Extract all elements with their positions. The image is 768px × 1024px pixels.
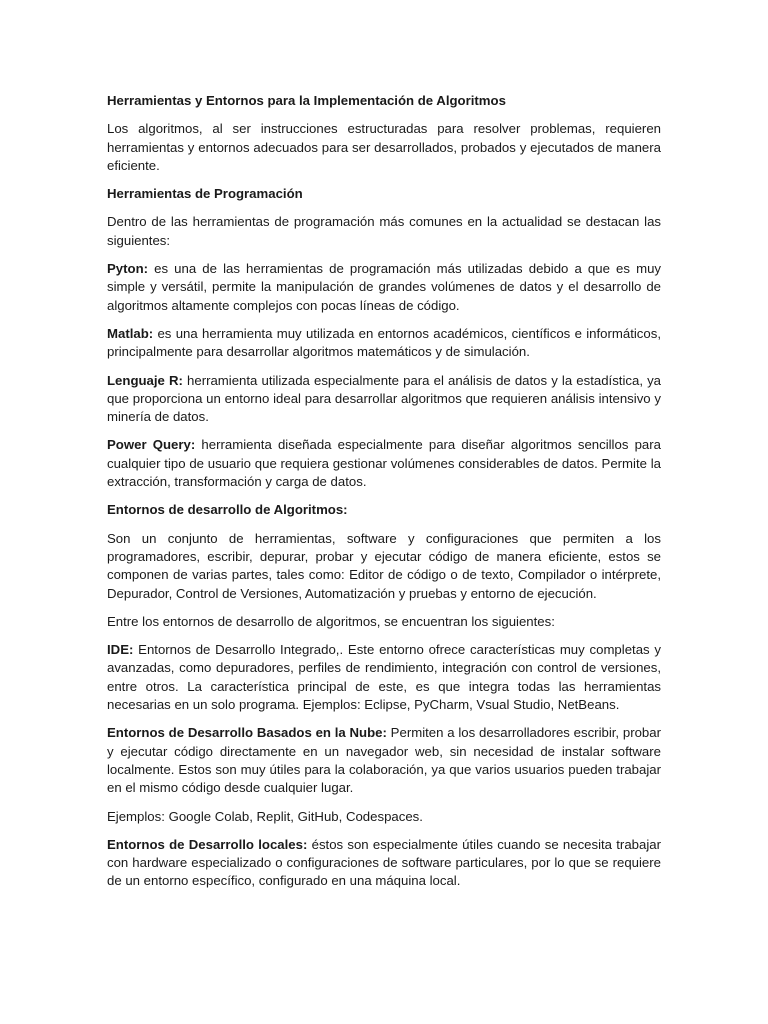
- tool-term: Pyton:: [107, 261, 149, 277]
- document-title: Herramientas y Entornos para la Implementación de Algoritmos: [107, 93, 506, 108]
- environments-list-intro: Entre los entornos de desarrollo de algoritmos, se encuentran los siguientes:: [107, 613, 555, 629]
- environment-term: Entornos de Desarrollo locales:: [107, 836, 308, 852]
- document-page: [107, 92, 661, 901]
- tool-description: es una de las herramientas de programación más utilizadas debido a que es muy simple y versátil, permite la manipulación de grandes volúmenes de datos y el desarrollo de algoritmos altamente complejos con pocas líneas de código.: [107, 261, 661, 313]
- section-heading-environments: Entornos de desarrollo de Algoritmos:: [107, 502, 348, 518]
- tool-description: herramienta utilizada especialmente para el análisis de datos y la estadística, ya que proporciona un entorno ideal para desarrollar algoritmos que requieren análisis intensivo y minería de datos.: [107, 372, 662, 425]
- section-heading-tools: Herramientas de Programación: [107, 186, 303, 202]
- environment-description: éstos son especialmente útiles cuando se necesita trabajar con hardware especializado o configuraciones de software particulares, por lo que se requiere de un entorno específico, configurado en una máquina local.: [107, 836, 661, 889]
- tool-term: Power Query:: [107, 437, 196, 453]
- environments-intro-paragraph: Son un conjunto de herramientas, software y configuraciones que permiten a los programadores, escribir, depurar, probar y ejecutar código de manera eficiente, estos se componen de varias partes, tales como: Editor de código o de texto, Compilador o intérprete, Depurador, Control de Versiones, Automatización y pruebas y entorno de ejecución.: [107, 530, 661, 601]
- environment-item-cloud: [107, 724, 661, 797]
- tool-description: es una herramienta muy utilizada en entornos académicos, científicos e informáticos, principalmente para desarrollar algoritmos matemáticos y de simulación.: [107, 325, 661, 360]
- environment-item-ide: [107, 641, 661, 714]
- intro-paragraph: Los algoritmos, al ser instrucciones estructuradas para resolver problemas, requieren herramientas y entornos adecuados para ser desarrollados, probados y ejecutados de manera eficiente.: [107, 121, 661, 173]
- tool-term: Lenguaje R:: [107, 372, 183, 388]
- tool-item-pyton: [107, 260, 661, 315]
- environment-description: Entornos de Desarrollo Integrado,. Este entorno ofrece características muy completas y avanzadas, como depuradores, perfiles de rendimiento, integración con control de versiones, entre otros. La característica principal de este, es que integra todas las herramientas necesarias en un solo programa. Ejemplos: Eclipse, PyCharm, Vsual Studio, NetBeans.: [107, 642, 661, 713]
- tool-item-lenguaje-r: [107, 372, 661, 427]
- tool-item-power-query: [107, 436, 661, 491]
- tool-item-matlab: [107, 325, 661, 362]
- tools-intro-paragraph: Dentro de las herramientas de programación más comunes en la actualidad se destacan las siguientes:: [107, 214, 661, 248]
- environment-description: Permiten a los desarrolladores escribir, probar y ejecutar código directamente en un navegador web, sin necesidad de instalar software localmente. Estos son muy útiles para la colaboración, ya que varios usuarios pueden trabajar en el mismo código desde cualquier lugar.: [107, 725, 661, 796]
- cloud-examples-paragraph: Ejemplos: Google Colab, Replit, GitHub, Codespaces.: [107, 808, 423, 824]
- tool-term: Matlab:: [107, 325, 154, 341]
- tool-description: herramienta diseñada especialmente para diseñar algoritmos sencillos para cualquier tipo de usuario que requiera gestionar volúmenes considerables de datos. Permite la extracción, transformación y carga de datos.: [107, 437, 661, 490]
- environment-term: Entornos de Desarrollo Basados en la Nube:: [107, 725, 387, 741]
- environment-item-local: [107, 836, 661, 891]
- environment-term: IDE:: [107, 642, 134, 658]
